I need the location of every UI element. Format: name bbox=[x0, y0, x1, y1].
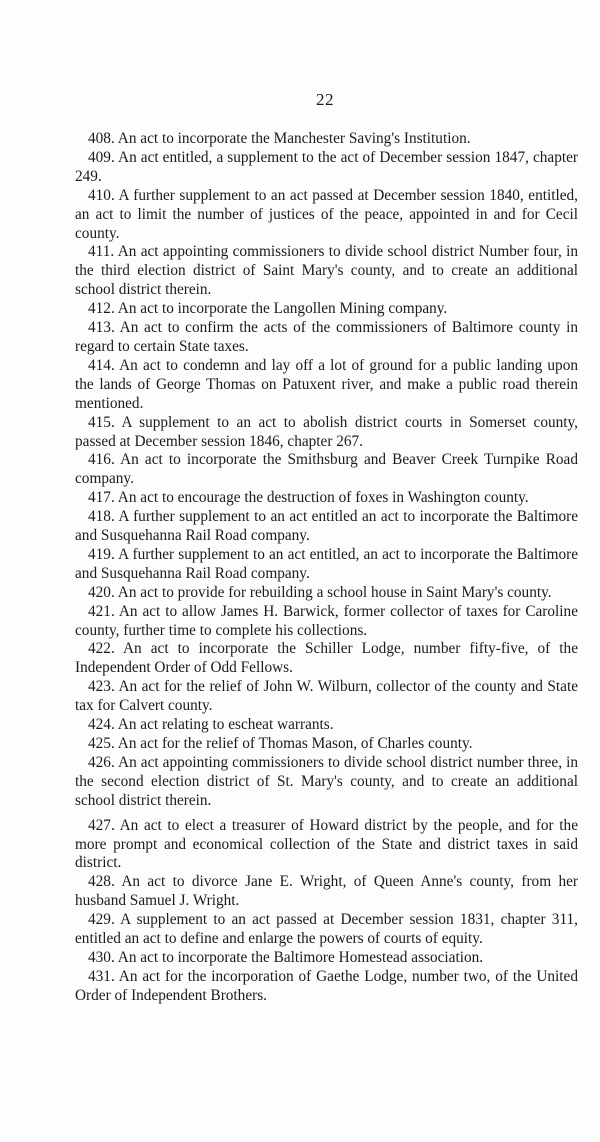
act-number: 411. bbox=[88, 243, 115, 261]
act-text: An act appointing commissioners to divide school district Number four, in the third election district of Saint Mary's county, and to create an additional school district therein. bbox=[75, 243, 579, 299]
act-text: An act for the incorporation of Gaethe Lodge, number two, of the United Order of Independent Brothers. bbox=[75, 967, 578, 1004]
act-number: 424. bbox=[88, 716, 115, 734]
act-text: A supplement to an act to abolish district courts in Somerset county, passed at December session 1846, chapter 267. bbox=[75, 413, 578, 450]
act-text: An act to condemn and lay off a lot of ground for a public landing upon the lands of George Thomas on Patuxent river, and make a public road therein mentioned. bbox=[75, 356, 579, 412]
page-number: 22 bbox=[316, 90, 334, 109]
act-number: 421. bbox=[88, 602, 115, 620]
act-text: An act for the relief of John W. Wilburn, collector of the county and State tax for Calvert county. bbox=[75, 678, 579, 715]
act-number: 417. bbox=[88, 489, 115, 507]
act-text: An act to divorce Jane E. Wright, of Queen Anne's county, from her husband Samuel J. Wright. bbox=[75, 873, 578, 910]
act-number: 410. bbox=[88, 186, 115, 204]
act-entry bbox=[75, 451, 578, 489]
act-number: 428. bbox=[88, 873, 115, 891]
acts-list bbox=[75, 130, 578, 1006]
act-entry bbox=[75, 130, 578, 149]
act-entry bbox=[75, 716, 578, 735]
act-entry bbox=[75, 640, 578, 678]
act-number: 414. bbox=[88, 356, 115, 374]
act-text: An act for the relief of Thomas Mason, of Charles county. bbox=[117, 735, 473, 752]
act-text: An act to incorporate the Langollen Mining company. bbox=[117, 300, 448, 318]
act-entry bbox=[75, 584, 578, 603]
act-entry bbox=[75, 817, 578, 874]
act-number: 408. bbox=[88, 130, 115, 147]
act-number: 413. bbox=[88, 319, 115, 337]
act-entry bbox=[75, 873, 578, 911]
act-entry bbox=[75, 911, 578, 949]
act-text: A further supplement to an act entitled an act to incorporate the Baltimore and Susquehanna Rail Road company. bbox=[75, 508, 579, 545]
act-number: 409. bbox=[88, 148, 115, 166]
act-number: 430. bbox=[88, 948, 115, 966]
act-number: 422. bbox=[88, 640, 115, 658]
act-text: An act to incorporate the Baltimore Homestead association. bbox=[117, 948, 484, 966]
act-entry bbox=[75, 489, 578, 508]
act-entry bbox=[75, 149, 578, 187]
act-text: A further supplement to an act passed at December session 1840, entitled, an act to limit the number of justices of the peace, appointed in and for Cecil county. bbox=[75, 186, 578, 242]
act-text: An act to incorporate the Smithsburg and Beaver Creek Turnpike Road company. bbox=[75, 451, 578, 488]
act-entry bbox=[75, 754, 578, 811]
act-text: An act appointing commissioners to divide school district number three, in the second election district of St. Mary's county, and to create an additional school district therein. bbox=[75, 753, 578, 809]
act-entry bbox=[75, 508, 578, 546]
act-number: 412. bbox=[88, 300, 115, 318]
act-entry bbox=[75, 949, 578, 968]
act-entry bbox=[75, 735, 578, 754]
act-number: 420. bbox=[88, 583, 115, 601]
act-text: An act to allow James H. Barwick, former collector of taxes for Caroline county, further time to complete his collections. bbox=[75, 602, 578, 639]
act-number: 423. bbox=[88, 678, 115, 696]
act-entry bbox=[75, 603, 578, 641]
act-text: An act to provide for rebuilding a school house in Saint Mary's county. bbox=[117, 583, 552, 601]
act-text: A further supplement to an act entitled, an act to incorporate the Baltimore and Susquehanna Rail Road company. bbox=[75, 545, 578, 582]
act-entry bbox=[75, 414, 578, 452]
act-entry bbox=[75, 300, 578, 319]
act-entry bbox=[75, 319, 578, 357]
act-text: A supplement to an act passed at December session 1831, chapter 311, entitled an act to define and enlarge the powers of courts of equity. bbox=[75, 911, 579, 948]
act-text: An act to elect a treasurer of Howard district by the people, and for the more prompt and economical collection of the State and district taxes in said district. bbox=[75, 816, 578, 872]
act-entry bbox=[75, 546, 578, 584]
act-entry bbox=[75, 243, 578, 300]
act-text: An act to encourage the destruction of foxes in Washington county. bbox=[117, 489, 529, 507]
act-text: An act to confirm the acts of the commissioners of Baltimore county in regard to certain State taxes. bbox=[75, 319, 578, 355]
act-number: 427. bbox=[88, 816, 115, 834]
act-number: 426. bbox=[88, 753, 115, 771]
act-text: An act to incorporate the Manchester Saving's Institution. bbox=[117, 130, 471, 147]
act-entry bbox=[75, 968, 578, 1006]
act-entry bbox=[75, 187, 578, 244]
act-text: An act relating to escheat warrants. bbox=[117, 716, 334, 734]
act-text: An act entitled, a supplement to the act of December session 1847, chapter 249. bbox=[75, 148, 578, 185]
act-text: An act to incorporate the Schiller Lodge, number fifty-five, of the Independent Order of Odd Fellows. bbox=[75, 640, 578, 677]
act-number: 431. bbox=[88, 967, 115, 985]
act-number: 425. bbox=[88, 735, 115, 752]
act-number: 416. bbox=[88, 451, 115, 469]
act-number: 415. bbox=[88, 413, 115, 431]
act-number: 429. bbox=[88, 911, 115, 929]
act-number: 418. bbox=[88, 508, 115, 526]
act-entry bbox=[75, 357, 578, 414]
act-number: 419. bbox=[88, 545, 115, 563]
act-entry bbox=[75, 678, 578, 716]
